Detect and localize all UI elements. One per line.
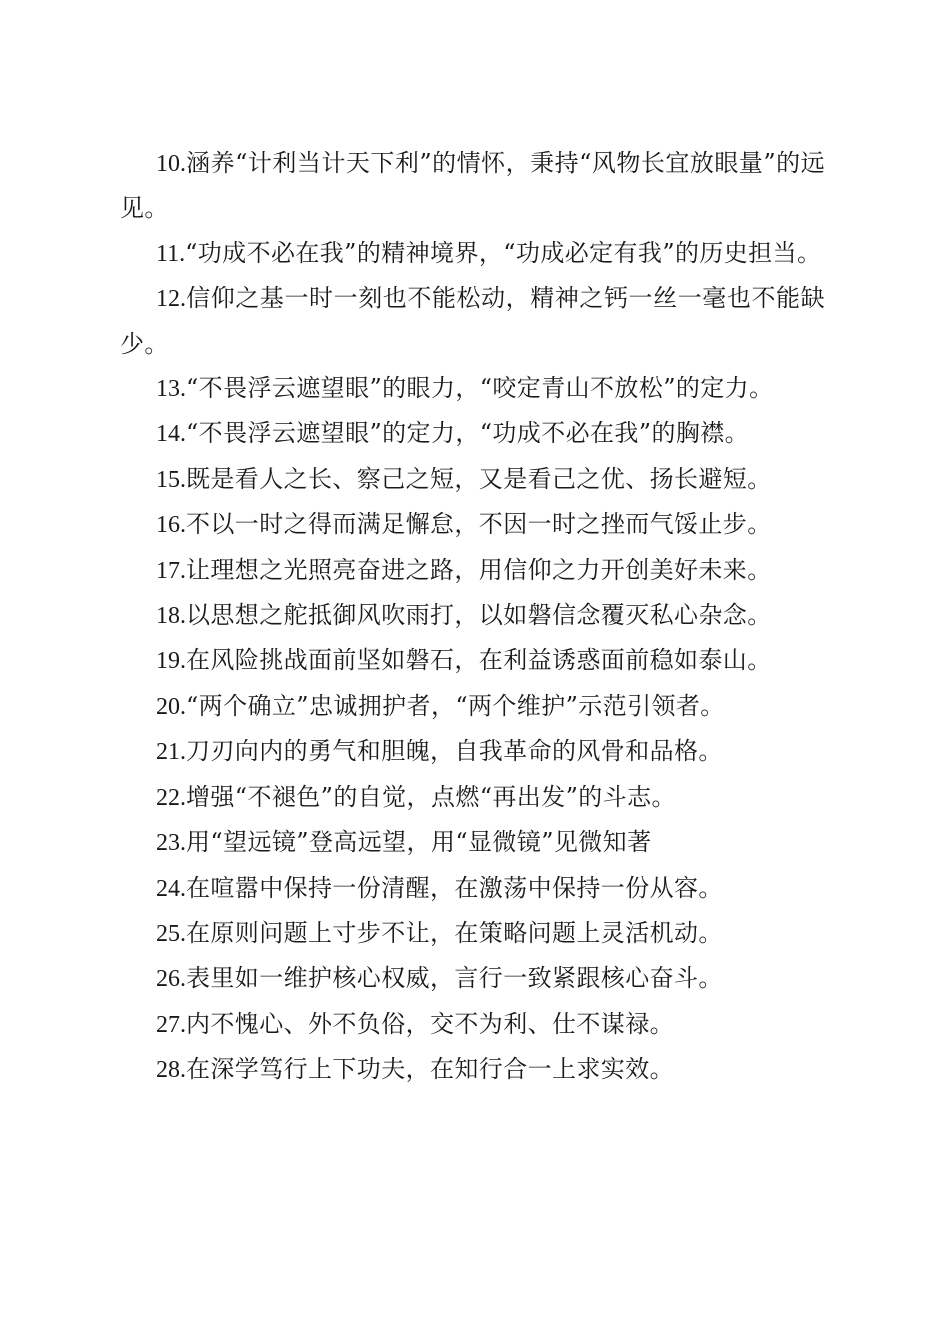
document-body — [120, 141, 825, 1093]
item-number: 10. — [156, 151, 186, 177]
list-item — [120, 729, 825, 774]
list-item — [120, 775, 825, 820]
item-text: 既是看人之长、察己之短，又是看己之优、扬长避短。 — [186, 464, 772, 493]
item-text: 在深学笃行上下功夫，在知行合一上求实效。 — [186, 1055, 674, 1084]
list-item — [120, 911, 825, 956]
item-text: “不畏浮云遮望眼”的定力，“功成不必在我”的胸襟。 — [186, 419, 750, 448]
item-text: “不畏浮云遮望眼”的眼力，“咬定青山不放松”的定力。 — [186, 374, 774, 403]
item-number: 27. — [156, 1011, 186, 1038]
list-item — [120, 141, 825, 231]
item-number: 16. — [156, 512, 186, 539]
item-text: 以思想之舵抵御风吹雨打，以如磐信念覆灭私心杂念。 — [186, 601, 772, 630]
item-text: 用“望远镜”登高远望，用“显微镜”见微知著 — [186, 828, 652, 857]
list-item — [120, 956, 825, 1001]
item-number: 28. — [156, 1057, 186, 1084]
list-item — [120, 411, 825, 456]
list-item — [120, 820, 825, 865]
item-text: 不以一时之得而满足懈怠，不因一时之挫而气馁止步。 — [186, 510, 772, 539]
item-number: 22. — [156, 784, 186, 811]
item-text: 在喧嚣中保持一份清醒，在激荡中保持一份从容。 — [186, 873, 723, 902]
item-number: 26. — [156, 966, 186, 993]
item-number: 18. — [156, 603, 186, 630]
item-number: 19. — [156, 648, 186, 675]
item-text: 涵养“计利当计天下利”的情怀，秉持“风物长宜放眼量”的远见。 — [120, 149, 825, 223]
list-item — [120, 366, 825, 411]
list-item — [120, 457, 825, 502]
list-item — [120, 593, 825, 638]
list-item — [120, 231, 825, 276]
item-text: 表里如一维护核心权威，言行一致紧跟核心奋斗。 — [186, 964, 723, 993]
list-item — [120, 276, 825, 366]
item-number: 13. — [156, 376, 186, 403]
item-number: 15. — [156, 466, 186, 493]
item-number: 12. — [156, 286, 186, 313]
item-number: 24. — [156, 875, 186, 902]
list-item — [120, 548, 825, 593]
item-number: 23. — [156, 830, 186, 857]
item-number: 14. — [156, 421, 186, 448]
list-item — [120, 638, 825, 683]
list-item — [120, 502, 825, 547]
item-number: 25. — [156, 920, 186, 947]
item-number: 11. — [156, 240, 186, 267]
item-number: 17. — [156, 557, 186, 584]
item-text: 内不愧心、外不负俗，交不为利、仕不谋禄。 — [186, 1009, 674, 1038]
list-item — [120, 684, 825, 729]
item-text: 在原则问题上寸步不让，在策略问题上灵活机动。 — [186, 918, 723, 947]
item-text: 在风险挑战面前坚如磐石，在利益诱惑面前稳如泰山。 — [186, 646, 772, 675]
item-number: 21. — [156, 739, 186, 766]
item-text: 刀刃向内的勇气和胆魄，自我革命的风骨和品格。 — [186, 737, 723, 766]
item-text: “两个确立”忠诚拥护者，“两个维护”示范引领者。 — [186, 691, 725, 720]
item-text: 信仰之基一时一刻也不能松动，精神之钙一丝一毫也不能缺少。 — [120, 284, 825, 358]
item-text: 让理想之光照亮奋进之路，用信仰之力开创美好未来。 — [186, 555, 772, 584]
list-item — [120, 1047, 825, 1092]
list-item — [120, 866, 825, 911]
list-item — [120, 1002, 825, 1047]
item-text: “功成不必在我”的精神境界，“功成必定有我”的历史担当。 — [185, 238, 822, 267]
item-text: 增强“不褪色”的自觉，点燃“再出发”的斗志。 — [186, 782, 676, 811]
item-number: 20. — [156, 693, 186, 720]
